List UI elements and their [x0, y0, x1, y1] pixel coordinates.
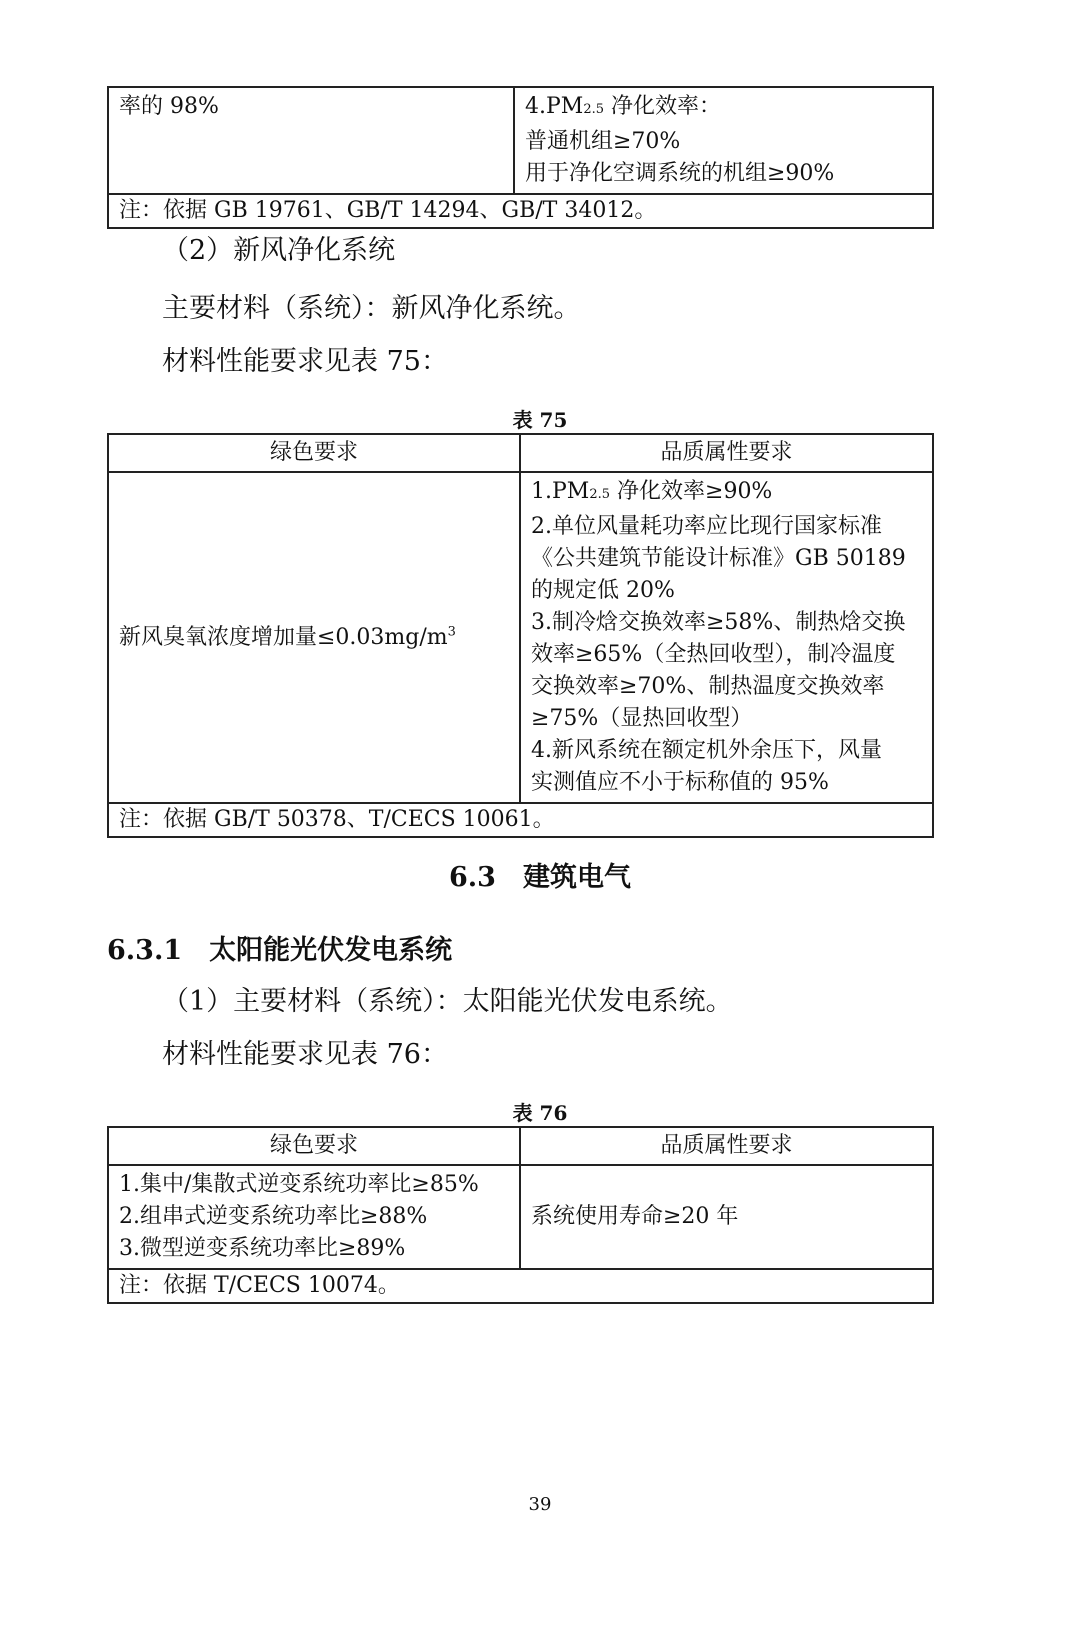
quality-line: 效率≥65%（全热回收型），制冷温度 [531, 642, 896, 667]
paragraph-table-ref: 材料性能要求见表 76： [162, 1039, 448, 1070]
column-header-green: 绿色要求 [108, 1127, 520, 1165]
table-row [108, 1165, 933, 1269]
table-note-row [108, 1269, 933, 1303]
table-header-row [108, 1127, 933, 1165]
quality-cell [520, 472, 933, 803]
table-note-row [108, 803, 933, 837]
paragraph-table-ref: 材料性能要求见表 75： [162, 346, 448, 377]
page-number: 39 [528, 1494, 552, 1515]
green-text: 率的 98% [119, 94, 219, 119]
quality-line: 的规定低 20% [531, 578, 675, 603]
table-76 [107, 1126, 934, 1304]
quality-line: 4.新风系统在额定机外余压下，风量 [531, 738, 882, 763]
paragraph-main-material: 主要材料（系统）：新风净化系统。 [162, 293, 581, 324]
table-note: 注：依据 GB 19761、GB/T 14294、GB/T 34012。 [108, 194, 933, 228]
section-heading-2: （2）新风净化系统 [162, 235, 396, 266]
table-header-row [108, 434, 933, 472]
green-cell [108, 1165, 520, 1269]
table-row [108, 472, 933, 803]
table-caption-76: 表 76 [512, 1101, 568, 1125]
quality-line: 《公共建筑节能设计标准》GB 50189 [531, 546, 906, 571]
green-text: 新风臭氧浓度增加量$\le 0.03mg/m^3$ [119, 624, 456, 650]
quality-line: 实测值应不小于标称值的 95% [531, 770, 829, 795]
quality-line: 3.制冷焓交换效率≥58%、制热焓交换 [531, 610, 906, 635]
quality-line: ≥75%（显热回收型） [531, 706, 753, 731]
table-continued [107, 86, 934, 229]
table-note: 注：依据 GB/T 50378、T/CECS 10061。 [108, 803, 933, 837]
green-cell [108, 87, 514, 194]
green-line: 2.组串式逆变系统功率比≥88% [119, 1204, 428, 1229]
quality-line: 用于净化空调系统的机组≥90% [525, 161, 835, 186]
paragraph-main-material: （1）主要材料（系统）：太阳能光伏发电系统。 [162, 986, 733, 1017]
table-note: 注：依据 T/CECS 10074。 [108, 1269, 933, 1303]
quality-line: 1.PM2.5 净化效率≥90% [531, 479, 773, 504]
section-heading-6-3: 6.3 建筑电气 [449, 862, 631, 893]
quality-cell [514, 87, 933, 194]
quality-line: 普通机组≥70% [525, 129, 681, 154]
table-caption-75: 表 75 [512, 408, 568, 432]
green-line: 1.集中/集散式逆变系统功率比≥85% [119, 1172, 479, 1197]
green-line: 3.微型逆变系统功率比≥89% [119, 1236, 406, 1261]
section-heading-6-3-1: 6.3.1 太阳能光伏发电系统 [107, 935, 453, 966]
table-row [108, 87, 933, 194]
quality-line: 2.单位风量耗功率应比现行国家标准 [531, 514, 882, 539]
table-75 [107, 433, 934, 838]
quality-line: 交换效率≥70%、制热温度交换效率 [531, 674, 885, 699]
quality-line: 4.PM2.5 净化效率： [525, 94, 722, 119]
column-header-green: 绿色要求 [108, 434, 520, 472]
quality-cell: 系统使用寿命≥20 年 [520, 1165, 933, 1269]
green-cell [108, 472, 520, 803]
column-header-quality: 品质属性要求 [520, 1127, 933, 1165]
table-note-row [108, 194, 933, 228]
column-header-quality: 品质属性要求 [520, 434, 933, 472]
